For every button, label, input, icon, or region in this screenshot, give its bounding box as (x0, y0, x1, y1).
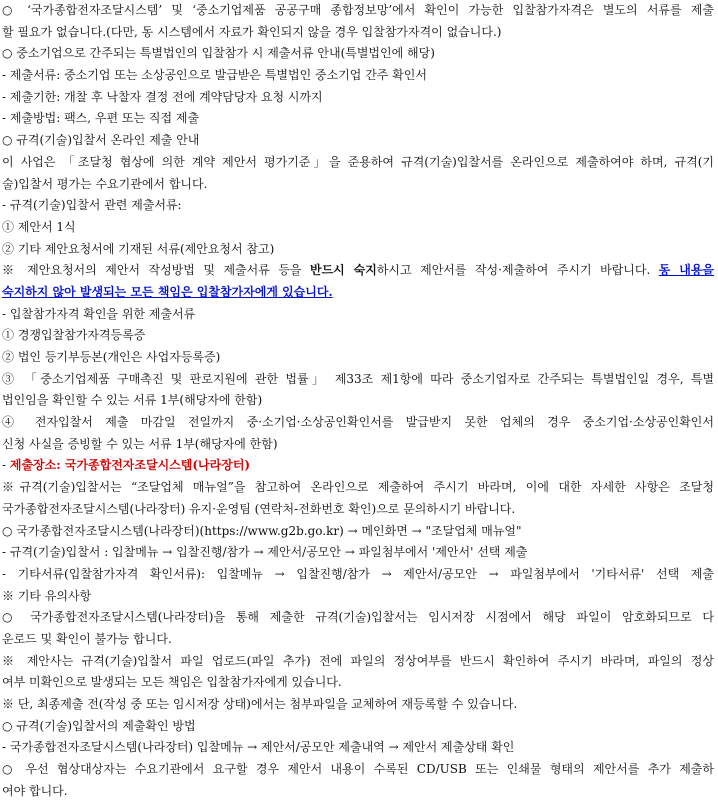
text-line: ○ 국가종합전자조달시스템(나라장터)을 통해 제출한 규격(기술)입찰서는 임시저장 시점에서 해당 파일이 암호화되므로 다 (2, 610, 714, 625)
text-line: - 규격(기술)입찰서 관련 제출서류: (2, 198, 182, 213)
text-line: 신청 사실을 증빙할 수 있는 서류 1부(해당자에 한함) (2, 436, 278, 451)
emphasis-text: 반드시 숙지 (310, 263, 377, 278)
text-line: ○ 국가종합전자조달시스템(나라장터)(https://www.g2b.go.kr) → 메인화면 → "조달업체 매뉴얼" (2, 523, 522, 538)
text-line: ○ 우선 협상대상자는 수요기관에서 요구할 경우 제안서 내용이 수록된 CD/USB 또는 인쇄물 형태의 제안서를 추가 제출하 (2, 762, 714, 777)
text-line: 국가종합전자조달시스템(나라장터) 유지·운영팀 (연락처-전화번호 확인)으로 문의하시기 바랍니다. (2, 501, 516, 516)
text-line (2, 455, 714, 477)
text-line: ○ 규격(기술)입찰서의 제출확인 방법 (2, 718, 196, 733)
text-line: 여부 미확인으로 발생되는 모든 책임은 입찰참가자에게 있습니다. (2, 675, 342, 690)
text-line: ① 경쟁입찰참가자격등록증 (2, 328, 146, 343)
text-line: 이 사업은 「조달청 협상에 의한 계약 제안서 평가기준」을 준용하여 규격(기술)입찰서를 온라인으로 제출하여야 하며, 규격(기 (2, 154, 714, 169)
text-line: - 제출기한: 개찰 후 낙찰자 결정 전에 계약담당자 요청 시까지 (2, 89, 323, 104)
submission-place: 제출장소: 국가종합전자조달시스템(나라장터) (9, 458, 251, 473)
text-line (2, 282, 714, 304)
emphasis-notice: 숙지하지 않아 발생되는 모든 책임은 입찰참가자에게 있습니다. (2, 284, 333, 299)
text-line: 여야 합니다. (2, 783, 68, 798)
text-line: ※ 제안사는 규격(기술)입찰서 파일 업로드(파일 추가) 전에 파일의 정상여부를 반드시 확인하여 주시기 바라며, 파일의 정상 (2, 653, 714, 668)
text-line: 술)입찰서 평가는 수요기관에서 합니다. (2, 176, 208, 191)
text-line: ○ ‘국가종합전자조달시스템’ 및 ‘중소기업제품 공공구매 종합정보망’에서 확인이 가능한 입찰참가자격은 별도의 서류를 제출 (2, 3, 714, 17)
text-line: 법인임을 확인할 수 있는 서류 1부(해당자에 한함) (2, 393, 263, 408)
text-line: ② 법인 등기부등본(개인은 사업자등록증) (2, 350, 221, 364)
text-line: ④ 전자입찰서 제출 마감일 전일까지 중·소기업·소상공인확인서를 발급받지 못한 업체의 경우 중소기업·소상공인확인서 (2, 415, 714, 430)
text-line: - 제출방법: 팩스, 우편 또는 직접 제출 (2, 111, 200, 126)
text-segment: 하시고 제안서를 작성·제출하여 주시기 바랍니다. (376, 263, 659, 278)
text-line: - 규격(기술)입찰서 : 입찰메뉴 → 입찰진행/참가 → 제안서/공모안 → 파일첨부에서 '제안서' 선택 제출 (2, 545, 528, 560)
emphasis-notice: 동 내용을 (658, 263, 714, 278)
text-line: 운로드 및 확인이 불가능 합니다. (2, 631, 172, 646)
text-line: ② 기타 제안요청서에 기재된 서류(제안요청서 참고) (2, 241, 275, 256)
text-line: ○ 규격(기술)입찰서 온라인 제출 안내 (2, 133, 200, 148)
text-line: - 국가종합전자조달시스템(나라장터) 입찰메뉴 → 제안서/공모안 제출내역 → 제안서 제출상태 확인 (2, 740, 515, 755)
text-line: ※ 기타 유의사항 (2, 588, 92, 603)
text-line: ○ 중소기업으로 간주되는 특별법인의 입찰참가 시 제출서류 안내(특별법인에 해당) (2, 46, 435, 61)
text-segment: - (2, 458, 10, 473)
text-line: 할 필요가 없습니다.(다만, 동 시스템에서 자료가 확인되지 않을 경우 입찰참가자격이 없습니다.) (2, 24, 502, 39)
text-line: ※규격(기술)입찰서는 “조달업체 매뉴얼”을 참고하여 온라인으로 제출하여 주시기 바라며, 이에 대한 자세한 사항은 조달청 (2, 480, 714, 495)
text-line: ③ 「중소기업제품 구매촉진 및 판로지원에 관한 법률」 제33조 제1항에 따라 중소기업자로 간주되는 특별법인일 경우, 특별 (2, 371, 714, 386)
text-line: ① 제안서 1식 (2, 219, 76, 234)
text-line: ※ 단, 최종제출 전(작성 중 또는 임시저장 상태)에서는 첨부파일을 교체하여 재등록할 수 있습니다. (2, 697, 518, 711)
text-line: - 기타서류(입찰참가자격 확인서류): 입찰메뉴 → 입찰진행/참가 → 제안서/공모안 → 파일첨부에서 '기타서류' 선택 제출 (2, 566, 714, 581)
text-line (2, 260, 714, 282)
text-segment: ※ 제안요청서의 제안서 작성방법 및 제출서류 등을 (2, 263, 310, 278)
text-line: - 입찰참가자격 확인을 위한 제출서류 (2, 306, 196, 321)
text-line: - 제출서류: 중소기업 또는 소상공인으로 발급받은 특별법인 중소기업 간주 확인서 (2, 68, 427, 83)
